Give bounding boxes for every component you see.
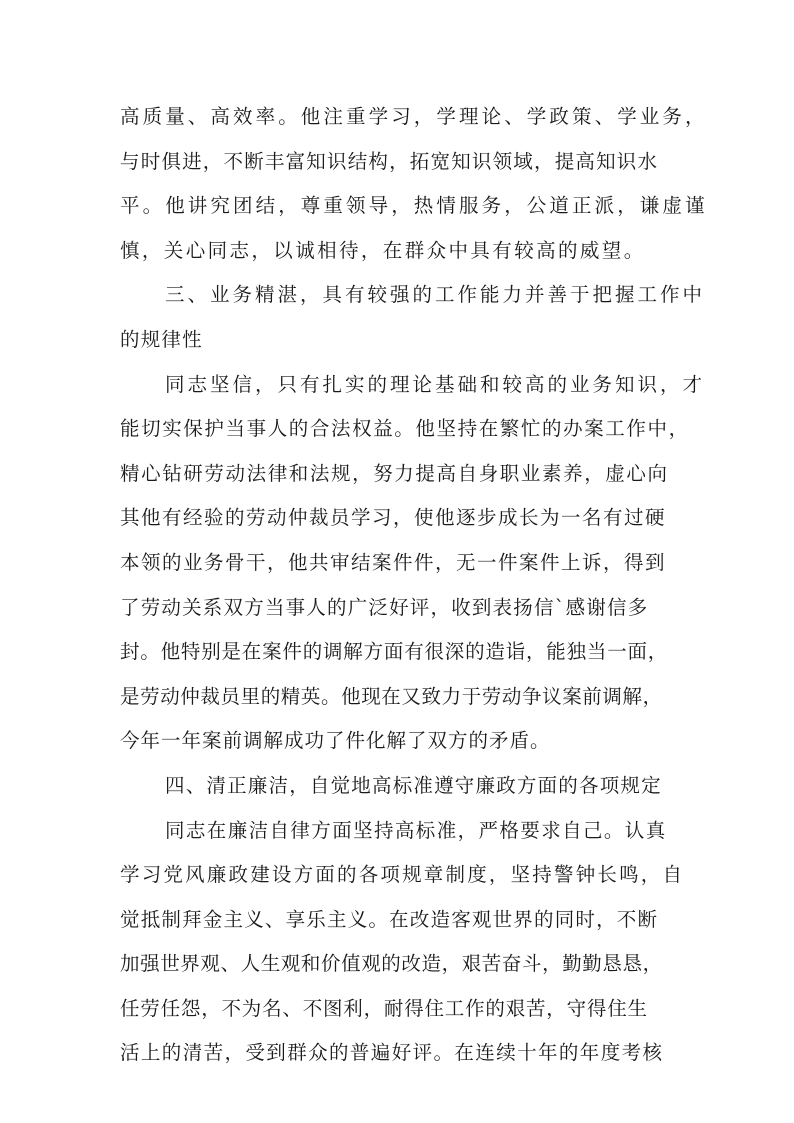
text-line: 平。他讲究团结，尊重领导，热情服务，公道正派，谦虚谨: [120, 194, 708, 218]
text-line: 学习党风廉政建设方面的各项规章制度，坚持警钟长鸣，自: [120, 863, 685, 887]
text-line: 能切实保护当事人的合法权益。他坚持在繁忙的办案工作中，: [120, 417, 690, 441]
text-line: 活上的清苦，受到群众的普遍好评。在连续十年的年度考核: [120, 1041, 664, 1065]
text-line: 是劳动仲裁员里的精英。他现在又致力于劳动争议案前调解，: [120, 684, 663, 708]
text-line: 同志坚信，只有扎实的理论基础和较高的业务知识，才: [165, 372, 706, 396]
text-line: 同志在廉洁自律方面坚持高标准，严格要求自己。认真: [165, 818, 667, 842]
text-line: 任劳任怨，不为名、不图利，耐得住工作的艰苦，守得住生: [120, 996, 648, 1020]
section-heading: 四、清正廉洁，自觉地高标准遵守廉政方面的各项规定: [165, 773, 662, 797]
text-line: 与时俱进，不断丰富知识结构，拓宽知识领域，提高知识水: [120, 149, 659, 173]
document-body: [120, 95, 708, 1076]
text-line: 高质量、高效率。他注重学习，学理论、学政策、学业务，: [120, 105, 708, 128]
text-line: 今年一年案前调解成功了件化解了双方的矛盾。: [120, 729, 551, 753]
text-line: 慎，关心同志，以诚相待，在群众中具有较高的威望。: [120, 238, 646, 262]
text-line: 精心钻研劳动法律和法规，努力提高自身职业素养，虚心向: [120, 461, 669, 485]
section-heading: 的规律性: [120, 327, 203, 351]
text-line: 本领的业务骨干，他共审结案件件，无一件案件上诉，得到: [120, 550, 667, 574]
section-heading: 三、业务精湛，具有较强的工作能力并善于把握工作中: [165, 283, 706, 307]
text-line: 加强世界观、人生观和价值观的改造，艰苦奋斗，勤勤恳恳，: [120, 952, 663, 976]
text-line: 了劳动关系双方当事人的广泛好评，收到表扬信`感谢信多: [120, 595, 649, 619]
text-line: 封。他特别是在案件的调解方面有很深的造诣，能独当一面，: [120, 640, 669, 664]
text-line: 觉抵制拜金主义、享乐主义。在改造客观世界的同时，不断: [120, 907, 659, 931]
text-line: 其他有经验的劳动仲裁员学习，使他逐步成长为一名有过硬: [120, 506, 667, 530]
